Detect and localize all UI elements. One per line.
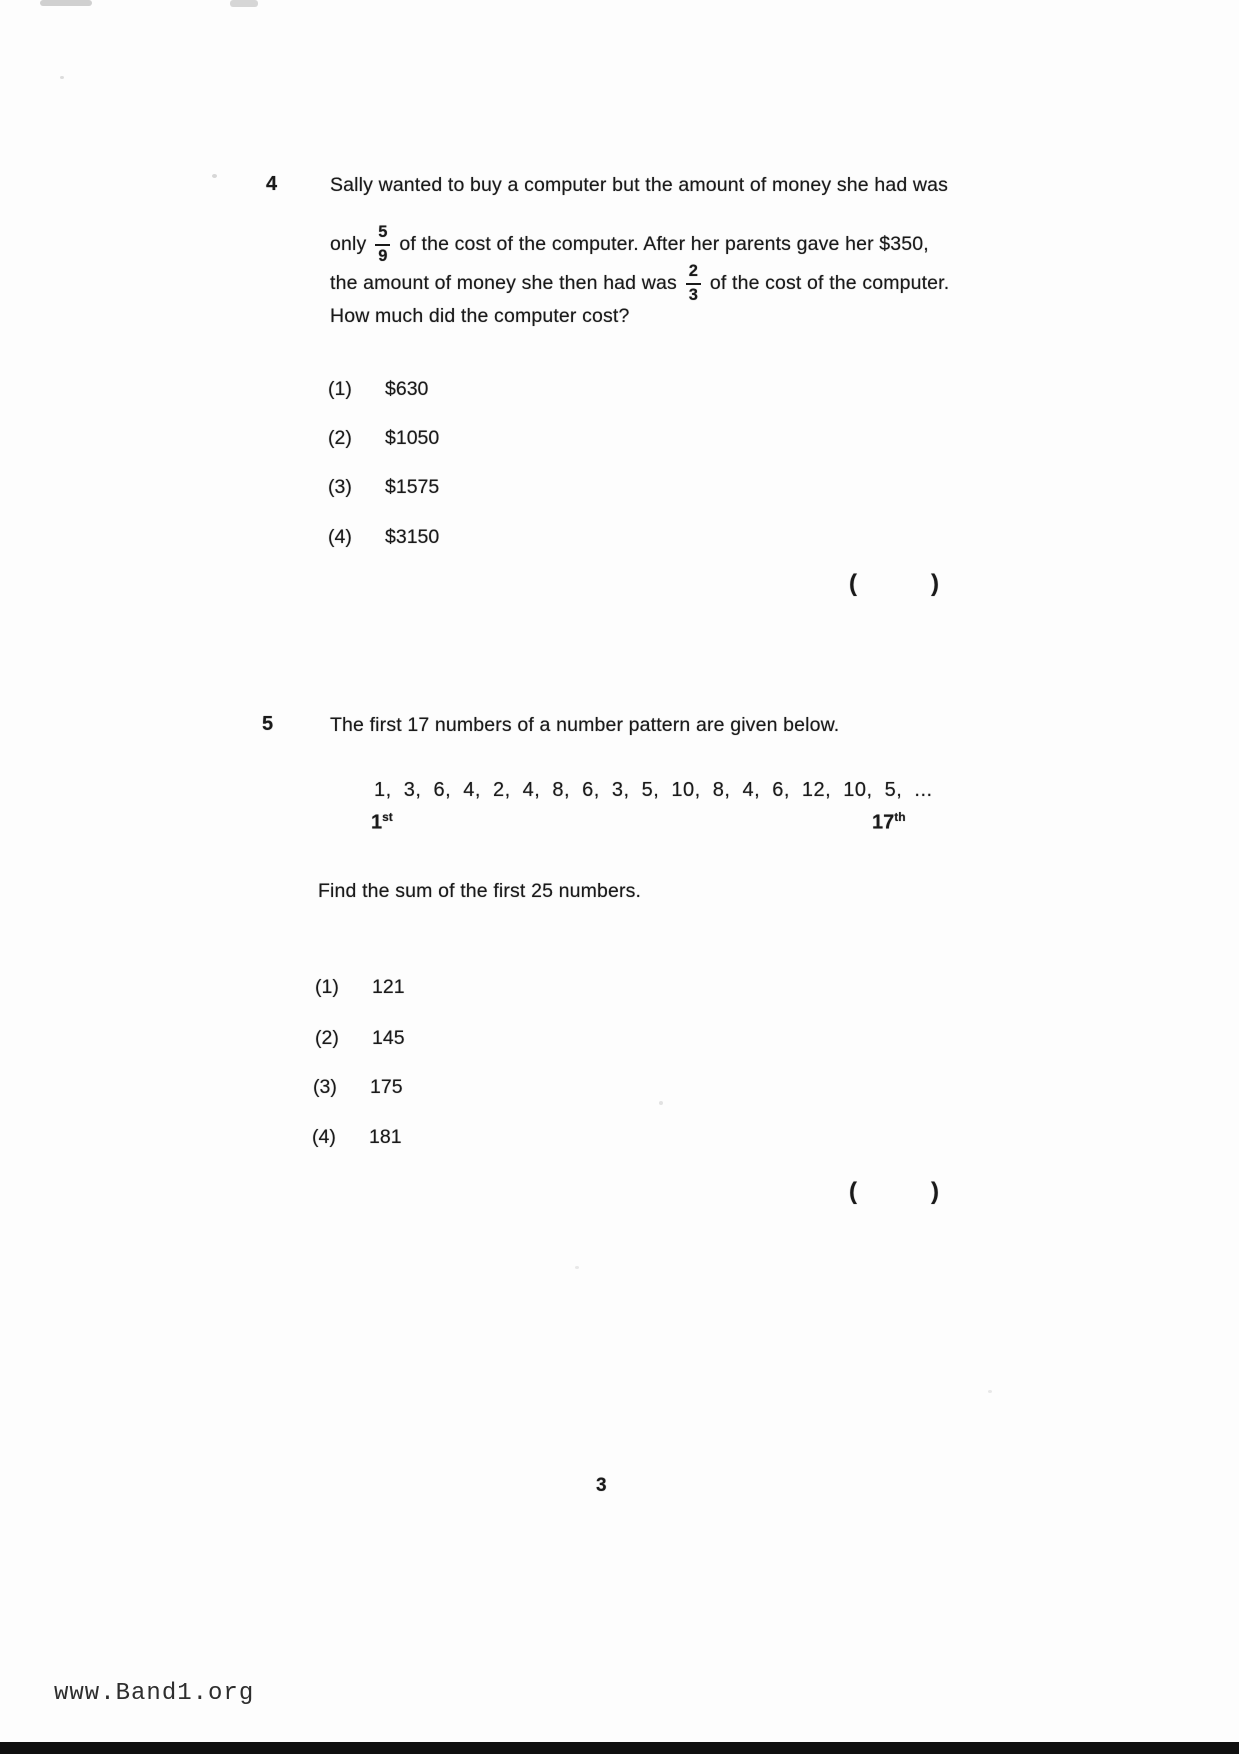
question-4-option-4 xyxy=(328,526,439,549)
first-label-base: 1 xyxy=(371,811,383,834)
option-value: 121 xyxy=(372,976,405,998)
question-5-option-4 xyxy=(312,1126,402,1149)
scan-artifact xyxy=(575,1266,579,1269)
option-value: $1575 xyxy=(385,476,440,498)
option-value: 145 xyxy=(372,1027,405,1049)
sequence-seventeenth-label xyxy=(872,810,906,835)
option-value: $1050 xyxy=(385,427,440,449)
option-label: (3) xyxy=(328,476,352,498)
bracket-open: ( xyxy=(849,570,857,597)
fraction-numerator: 5 xyxy=(378,223,388,242)
question-5-option-3 xyxy=(313,1076,403,1099)
option-label: (4) xyxy=(328,526,352,548)
option-label: (2) xyxy=(328,427,352,449)
question-4-text-line-1: Sally wanted to buy a computer but the amount of money she had was xyxy=(330,174,949,196)
scan-artifact xyxy=(230,0,258,7)
scan-artifact xyxy=(60,76,64,79)
question-4-option-1 xyxy=(328,378,428,401)
scan-edge-bar xyxy=(0,1742,1239,1754)
fraction-denominator: 3 xyxy=(688,285,698,304)
scan-artifact xyxy=(40,0,92,6)
bracket-close: ) xyxy=(931,1178,939,1205)
question-4-line-2-post: of the cost of the computer. After her parents gave her $350, xyxy=(399,232,929,255)
option-value: 181 xyxy=(369,1126,402,1148)
last-label-sup: th xyxy=(894,810,906,824)
fraction-numerator: 2 xyxy=(688,262,698,281)
option-label: (2) xyxy=(315,1027,339,1049)
question-4-option-3 xyxy=(328,476,439,499)
question-4-text-line-4: How much did the computer cost? xyxy=(330,305,630,327)
fraction-two-thirds xyxy=(686,262,701,303)
question-5-task: Find the sum of the first 25 numbers. xyxy=(318,880,642,902)
fraction-bar xyxy=(375,244,390,246)
scan-artifact xyxy=(212,174,217,178)
question-5-option-2 xyxy=(315,1027,405,1050)
watermark: www.Band1.org xyxy=(54,1680,255,1707)
question-4-text-line-3 xyxy=(330,256,949,310)
sequence-first-label xyxy=(371,810,393,835)
question-4-line-2-pre: only xyxy=(330,232,367,255)
option-label: (3) xyxy=(313,1076,337,1098)
last-label-base: 17 xyxy=(872,811,895,834)
question-5-answer-bracket xyxy=(849,1178,939,1206)
bracket-open: ( xyxy=(849,1178,857,1205)
option-label: (1) xyxy=(328,378,352,400)
question-4-option-2 xyxy=(328,427,439,450)
question-4-answer-bracket xyxy=(849,570,939,598)
fraction-bar xyxy=(686,283,701,285)
option-label: (1) xyxy=(315,976,339,998)
question-5-intro: The first 17 numbers of a number pattern are given below. xyxy=(330,714,840,736)
bracket-close: ) xyxy=(931,570,939,597)
question-5-number: 5 xyxy=(262,713,274,735)
question-5-option-1 xyxy=(315,976,405,999)
question-4-line-3-pre: the amount of money she then had was xyxy=(330,271,677,294)
question-4-number: 4 xyxy=(266,173,278,195)
scan-artifact xyxy=(659,1101,663,1105)
question-4-line-3-post: of the cost of the computer. xyxy=(709,271,950,294)
first-label-sup: st xyxy=(382,810,393,824)
page-number: 3 xyxy=(596,1475,607,1496)
fraction-denominator: 9 xyxy=(378,246,388,265)
option-value: $3150 xyxy=(385,526,440,548)
option-label: (4) xyxy=(312,1126,336,1148)
option-value: $630 xyxy=(385,378,429,400)
scan-artifact xyxy=(988,1390,992,1393)
number-pattern-sequence: 1, 3, 6, 4, 2, 4, 8, 6, 3, 5, 10, 8, 4, 6, 12, 10, 5, ... xyxy=(374,779,933,801)
option-value: 175 xyxy=(370,1076,403,1098)
